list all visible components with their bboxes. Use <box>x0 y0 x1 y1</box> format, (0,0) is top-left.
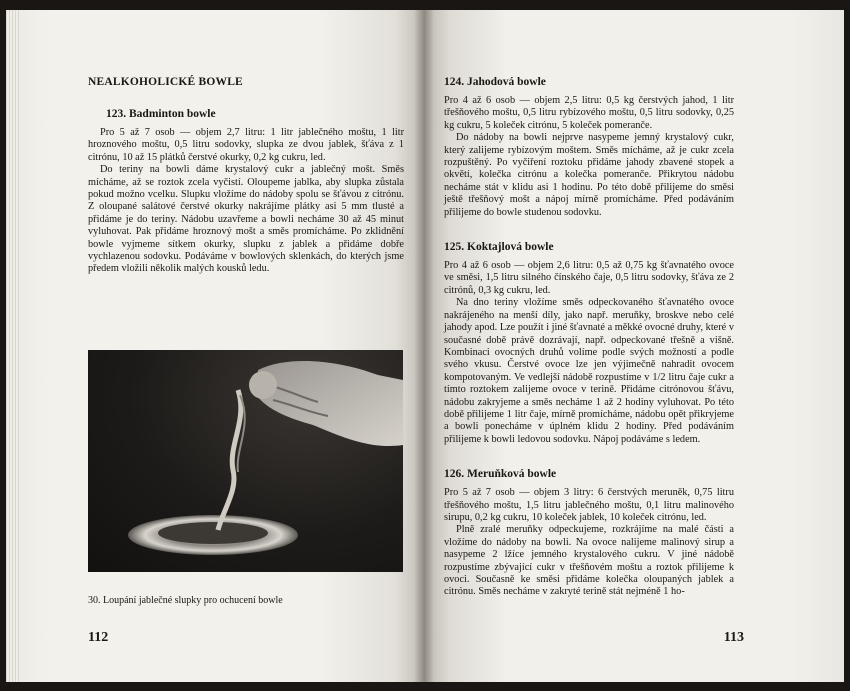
figure-caption: 30. Loupání jablečné slupky pro ochucení bowle <box>88 595 283 606</box>
section-title: NEALKOHOLICKÉ BOWLE <box>88 76 243 88</box>
recipe-instructions: Do nádoby na bowli nejprve nasypeme jemný krystalový cukr, který zalijeme rybízovým moštem. Směs mícháme, až je cukr zcela rozpuštěný. Po vyčiření roztoku přidáme jahody zbavené stopek a okvětí, kolečka citrónu a kolečka pomeranče. Přikrytou nádobu necháme stát v klidu asi 1 hodinu. Po této době přilijeme do směsi ještě třešňový mošt a nápoj mírně promícháme. Před podáváním přilijeme do bowle studenou sodovku. <box>444 132 734 218</box>
page-edge <box>6 10 20 682</box>
book-gutter <box>414 10 434 682</box>
recipe-number: 124. <box>444 76 465 88</box>
recipe-name: Meruňková bowle <box>467 468 557 481</box>
recipe-name: Koktajlová bowle <box>467 241 554 254</box>
right-page <box>424 10 844 682</box>
recipe-heading <box>88 108 404 120</box>
page-number-right: 113 <box>723 630 744 645</box>
recipe-number: 125. <box>444 241 465 254</box>
photo-peeling-apple <box>88 350 403 572</box>
book-spread <box>6 10 844 682</box>
recipe-name: Jahodová bowle <box>467 76 546 88</box>
recipe-number: 126. <box>444 468 465 481</box>
recipe-ingredients: Pro 5 až 7 osob — objem 3 litry: 6 čerstvých meruněk, 0,75 litru třešňového moštu, 1,5 litru jablečného moštu, 0,1 litru malinového sirupu, 0,2 kg cukru, 10 koleček jablek, 10 koleček citrónu, led. <box>444 487 734 523</box>
recipe-instructions: Do teriny na bowli dáme krystalový cukr a jablečný mošt. Směs mícháme, až se roztok zcela vyčistí. Oloupeme jablka, aby slupka zůstala pokud možno vcelku. Slupku vložíme do nádoby spolu se šťávou z citrónu. Z oloupané salátové čerstvé okurky nakrájíme plátky asi 5 mm tlusté a přidáme je do teriny. Nádobu uzavřeme a bowli necháme 30 až 45 minut vyluhovat. Pak přidáme hroznový mošt a směs promícháme. Po zklidnění bowle vyjmeme sítkem okurky, slupku z jablek a přidáme dobře vychlazenou sodovku. Podáváme v bowlových sklenkách, do kterých jsme předem vložili několik malých kousků ledu. <box>88 164 404 275</box>
recipe-instructions: Plně zralé meruňky odpeckujeme, rozkrájíme na malé části a vložíme do nádoby na bowli. Na ovoce nalijeme malinový sirup a nasypeme 2 lžíce jemného krystalového cukru. V jiné nádobě rozpustíme zbývající cukr v třešňovém moštu a roztok přilijeme k ovoci. Současně ke směsi přidáme kolečka oloupaných jablek a citrónu. Směs necháme v zakryté terině stát nejméně 1 ho- <box>444 524 734 598</box>
spacer <box>444 446 734 468</box>
recipe-heading <box>444 76 734 88</box>
left-page <box>6 10 424 682</box>
recipe-ingredients: Pro 5 až 7 osob — objem 2,7 litru: 1 litr jablečného moštu, 1 litr hroznového moštu, 0,5 litru sodovky, slupka ze dvou jablek, šťáva z 1 citrónu, 10 až 15 plátků čerstvé okurky, 0,2 kg cukru, led. <box>88 127 404 163</box>
recipe-number: 123. <box>106 108 127 120</box>
recipe-heading <box>444 468 734 480</box>
recipe-ingredients: Pro 4 až 6 osob — objem 2,5 litru: 0,5 kg čerstvých jahod, 1 litr třešňového moštu, 0,5 litru rybízového moštu, 0,5 litru sodovky, 0,25 kg cukru, 5 koleček citrónu, 5 koleček pomeranče. <box>444 95 734 131</box>
spacer <box>444 219 734 241</box>
photo-illustration <box>88 350 403 572</box>
recipe-name: Badminton bowle <box>129 108 216 120</box>
recipe-heading <box>444 241 734 253</box>
page-number-left: 112 <box>88 630 109 645</box>
recipe-ingredients: Pro 4 až 6 osob — objem 2,6 litru: 0,5 až 0,75 kg šťavnatého ovoce ve směsi, 1,5 litru silného čínského čaje, 0,5 litru sodovky, šťáva ze 2 citrónů, 0,3 kg cukru, led. <box>444 260 734 296</box>
recipe-instructions: Na dno teriny vložíme směs odpeckovaného šťavnatého ovoce nakrájeného na menší díly, jako např. meruňky, broskve nebo celé jahody apod. Lze použít i jiné šťavnaté a měkké ovocné druhy, které v současné době právě dozrávají, např. odpeckované třešně a višně. Kombinaci ovocných druhů volíme podle svých možností a podle svého vkusu. Čerstvé ovoce lze jen výjimečně nahradit ovocem kompotovaným. Ve vedlejší nádobě rozpustíme v 1/2 litru čaje cukr a tímto roztokem zalijeme ovoce v terině. Přidáme citrónovou šťávu, nádobu zakryjeme a směs necháme 1 až 2 hodiny vyluhovat. Po této době přilijeme 1 litr čaje, mírně promícháme, nádobu opět přikryjeme a bowli ponecháme v úplném klidu 2 hodiny. Před podáváním přilijeme k bowli ledovou sodovku. Nápoj podáváme s ledem. <box>444 297 734 445</box>
